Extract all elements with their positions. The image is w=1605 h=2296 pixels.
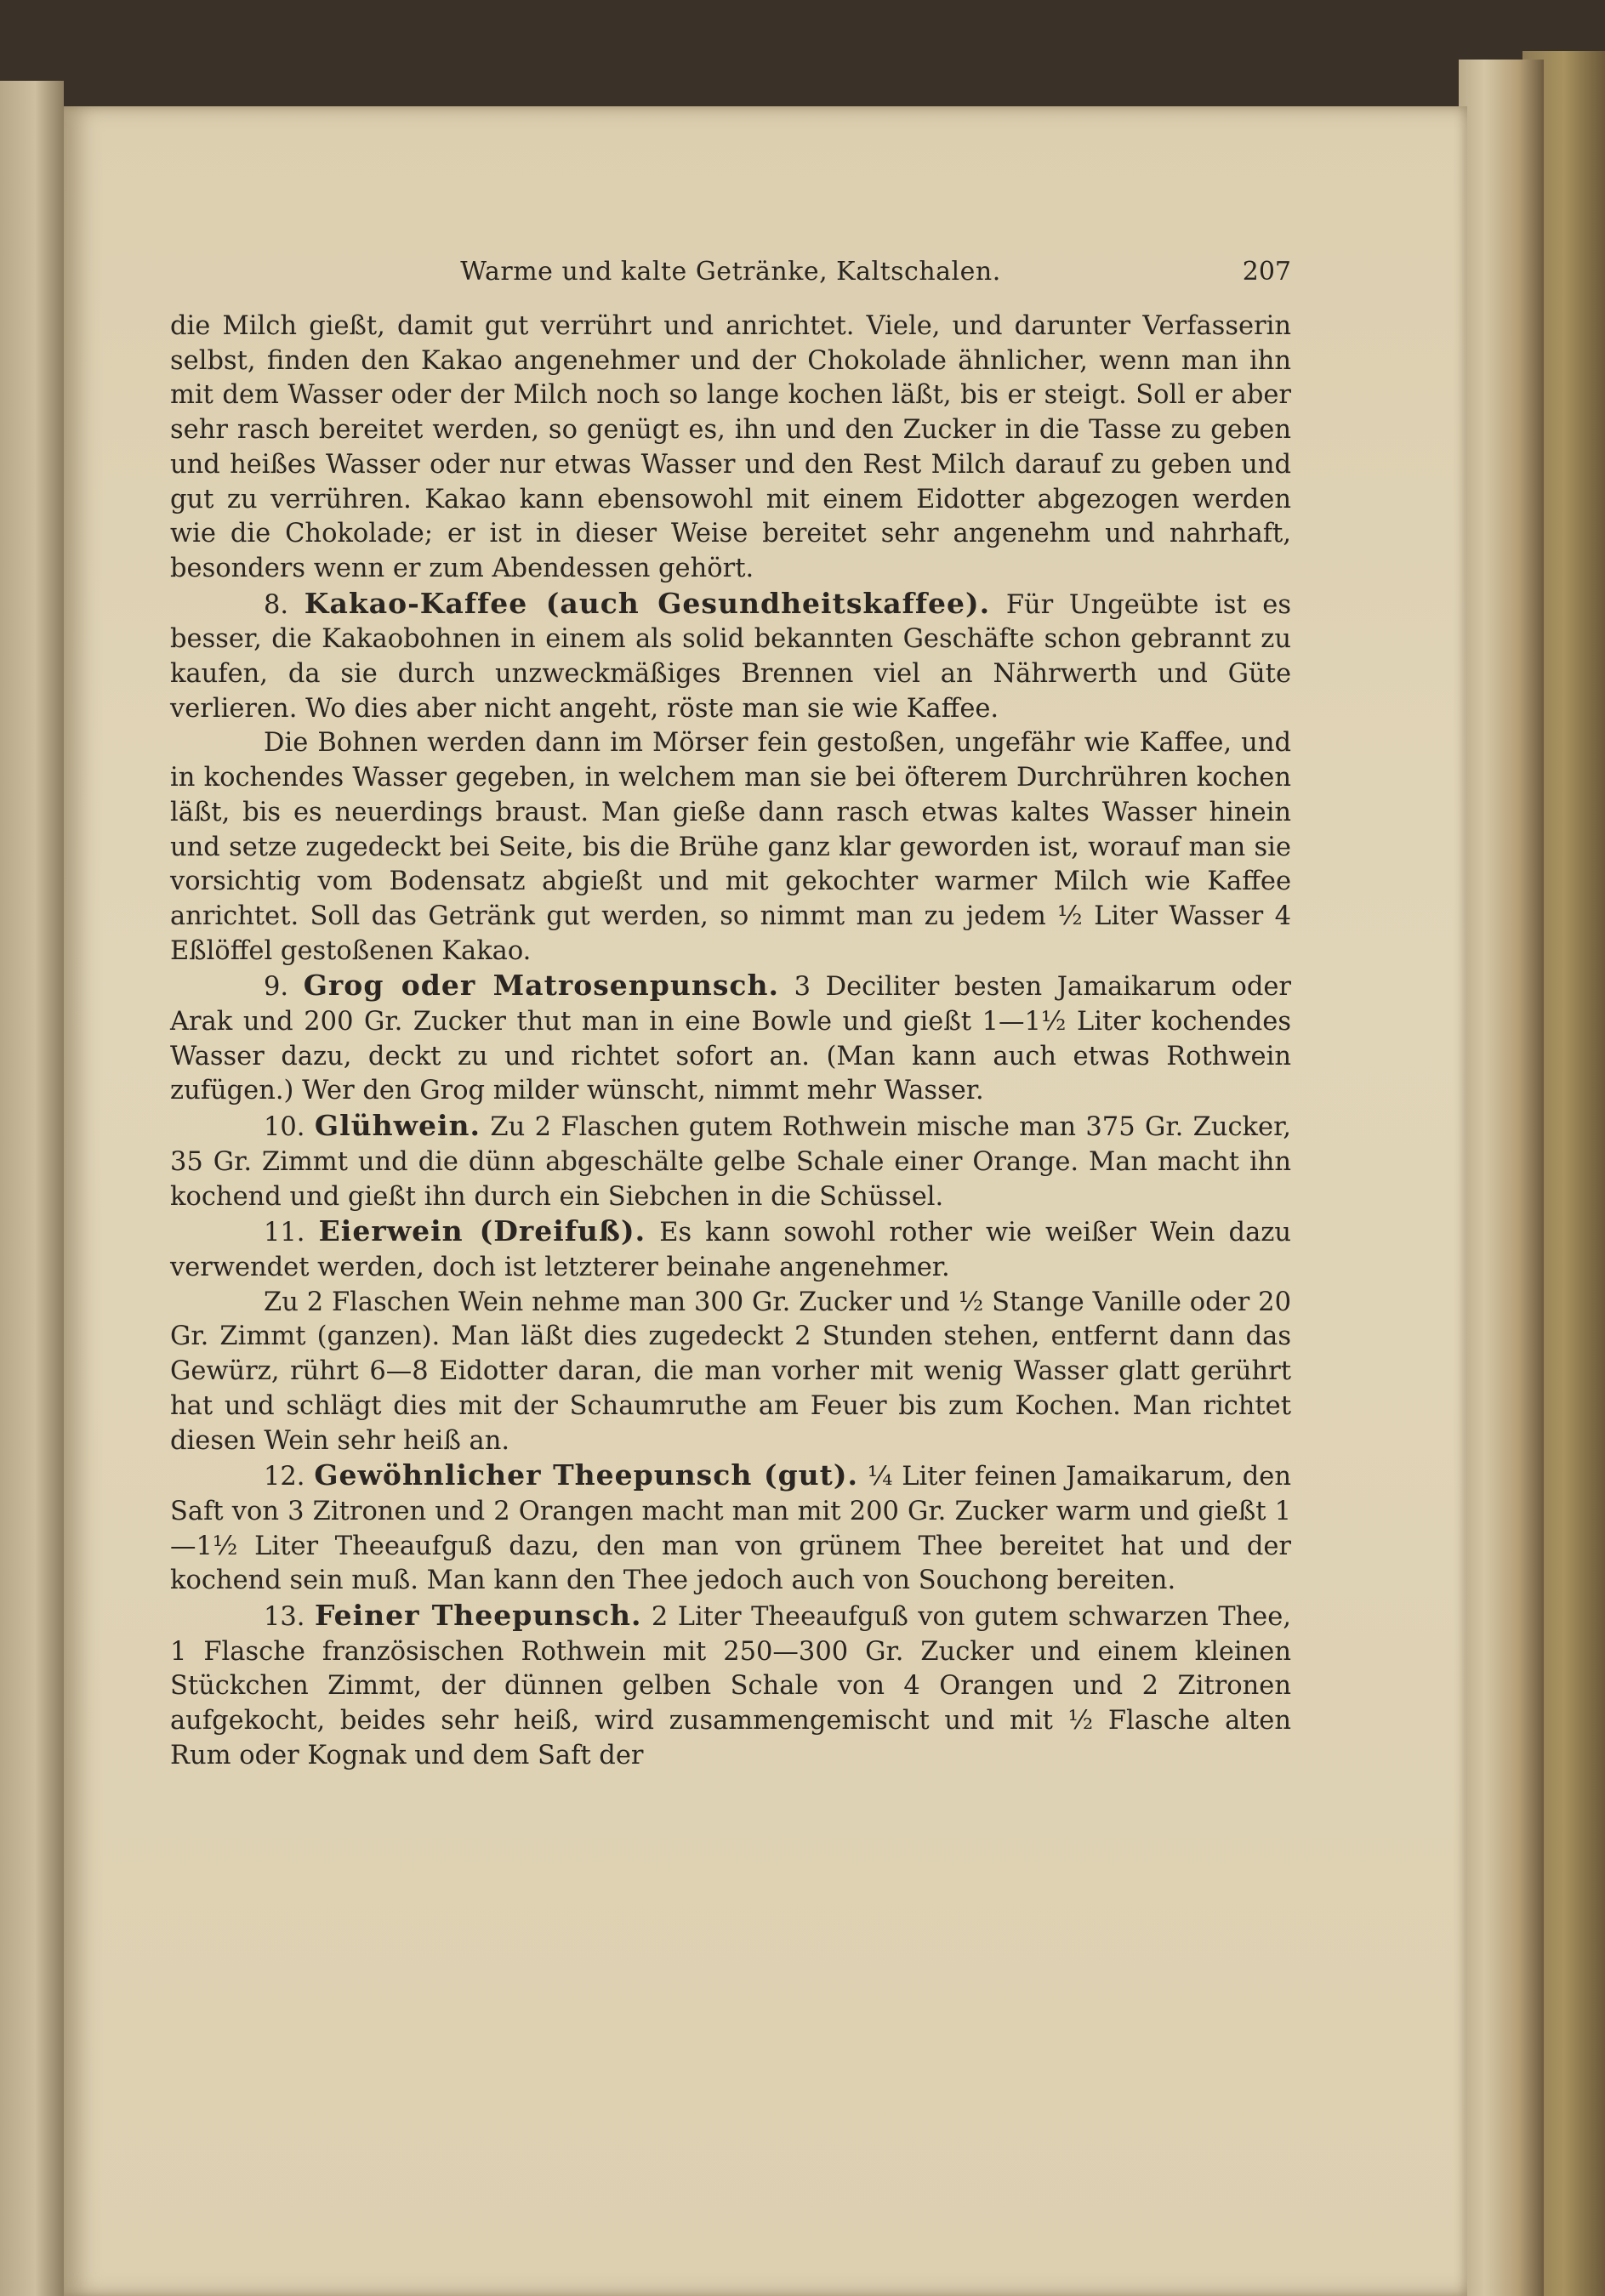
recipe-heading: Glühwein. [314, 1109, 481, 1143]
recipe-number: 9. [264, 972, 289, 1003]
paragraph-text: ¼ Liter feinen Jamaikarum, den Saft von 3 Zitronen und 2 Orangen macht man mit 200 Gr. Zucker warm und gießt 1—1½ Liter Theeaufguß dazu, den man von grünem Thee bereitet hat und der kochend sein muß. Man kann den Thee jedoch auch von Souchong bereiten. [170, 1462, 1291, 1596]
recipe-number: 13. [264, 1602, 305, 1633]
recipe-heading: Gewöhnlicher Theepunsch (gut). [314, 1458, 858, 1492]
recipe-number: 8. [264, 589, 289, 620]
recipe-heading: Eierwein (Dreifuß). [318, 1214, 646, 1248]
recipe-heading: Grog oder Matrosenpunsch. [303, 969, 779, 1003]
paragraph-text: Zu 2 Flaschen gutem Rothwein mische man 375 Gr. Zucker, 35 Gr. Zimmt und die dünn abgeschälte gelbe Schale einer Orange. Man macht ihn kochend und gießt ihn durch ein Siebchen in die Schüssel. [170, 1112, 1291, 1212]
book-page [64, 106, 1467, 2296]
page-content [170, 255, 1291, 1774]
recipe-paragraph [170, 969, 1291, 1109]
paragraph-text: die Milch gießt, damit gut verrührt und anrichtet. Viele, und darunter Verfasserin selbst, finden den Kakao angenehmer und der Chokolade ähnlicher, wenn man ihn mit dem Wasser oder der Milch noch so lange kochen läßt, bis er steigt. Soll er aber sehr rasch bereitet werden, so genügt es, ihn und den Zucker in die Tasse zu geben und heißes Wasser oder nur etwas Wasser und den Rest Milch darauf zu geben und gut zu verrühren. Kakao kann ebensowohl mit einem Eidotter abgezogen werden wie die Chokolade; er ist in dieser Weise bereitet sehr angenehm und nahrhaft, besonders wenn er zum Abendessen gehört. [170, 311, 1291, 583]
paragraph-text: Für Ungeübte ist es besser, die Kakaobohnen in einem als solid bekannten Geschäfte schon gebrannt zu kaufen, da sie durch unzweckmäßiges Brennen viel an Nährwerth und Güte verlieren. Wo dies aber nicht angeht, röste man sie wie Kaffee. [170, 589, 1291, 724]
paragraph-text: Zu 2 Flaschen Wein nehme man 300 Gr. Zucker und ½ Stange Vanille oder 20 Gr. Zimmt (ganzen). Man läßt dies zugedeckt 2 Stunden stehen, entfernt dann das Gewürz, rührt 6—8 Eidotter daran, die man vorher mit wenig Wasser glatt gerührt hat und schlägt dies mit der Schaumruthe am Feuer bis zum Kochen. Man richtet diesen Wein sehr heiß an. [170, 1287, 1291, 1456]
running-title: Warme und kalte Getränke, Kaltschalen. [460, 257, 1001, 287]
recipe-number: 11. [264, 1218, 305, 1248]
recipe-heading: Feiner Theepunsch. [314, 1599, 642, 1633]
paragraph-text: Die Bohnen werden dann im Mörser fein gestoßen, ungefähr wie Kaffee, und in kochendes Wasser gegeben, in welchem man sie bei öfterem Durchrühren kochen läßt, bis es neuerdings braust. Man gieße dann rasch etwas kaltes Wasser hinein und setze zugedeckt bei Seite, bis die Brühe ganz klar geworden ist, worauf man sie vorsichtig vom Bodensatz abgießt und mit gekochter warmer Milch wie Kaffee anrichtet. Soll das Getränk gut werden, so nimmt man zu jedem ½ Liter Wasser 4 Eßlöffel gestoßenen Kakao. [170, 728, 1291, 966]
paragraph-text: 3 Deciliter besten Jamaikarum oder Arak und 200 Gr. Zucker thut man in eine Bowle und gießt 1—1½ Liter kochendes Wasser dazu, deckt zu und richtet sofort an. (Man kann auch etwas Rothwein zufügen.) Wer den Grog milder wünscht, nimmt mehr Wasser. [170, 972, 1291, 1106]
recipe-number: 12. [264, 1462, 305, 1492]
paragraph-text: Es kann sowohl rother wie weißer Wein dazu verwendet werden, doch ist letzterer beinahe angenehmer. [170, 1218, 1291, 1282]
paragraph [170, 310, 1291, 587]
recipe-paragraph [170, 1599, 1291, 1774]
page-number: 207 [1242, 257, 1291, 287]
paragraph-text: 2 Liter Theeaufguß von gutem schwarzen Thee, 1 Flasche französischen Rothwein mit 250—300 Gr. Zucker und einem kleinen Stückchen Zimmt, der dünnen gelben Schale von 4 Orangen und 2 Zitronen aufgekocht, beides sehr heiß, wird zusammengemischt und mit ½ Flasche alten Rum oder Kognak und dem Saft der [170, 1602, 1291, 1770]
paragraph [170, 1286, 1291, 1459]
recipe-number: 10. [264, 1112, 305, 1143]
recipe-heading: Kakao-Kaffee (auch Gesundheitskaffee). [304, 586, 991, 620]
page-stack-edge [1459, 60, 1544, 2296]
recipe-paragraph [170, 587, 1291, 727]
recipe-paragraph [170, 1214, 1291, 1285]
recipe-paragraph [170, 1109, 1291, 1214]
running-header [170, 255, 1291, 310]
recipe-paragraph [170, 1458, 1291, 1599]
paragraph [170, 726, 1291, 969]
left-page-edge [0, 81, 64, 2296]
